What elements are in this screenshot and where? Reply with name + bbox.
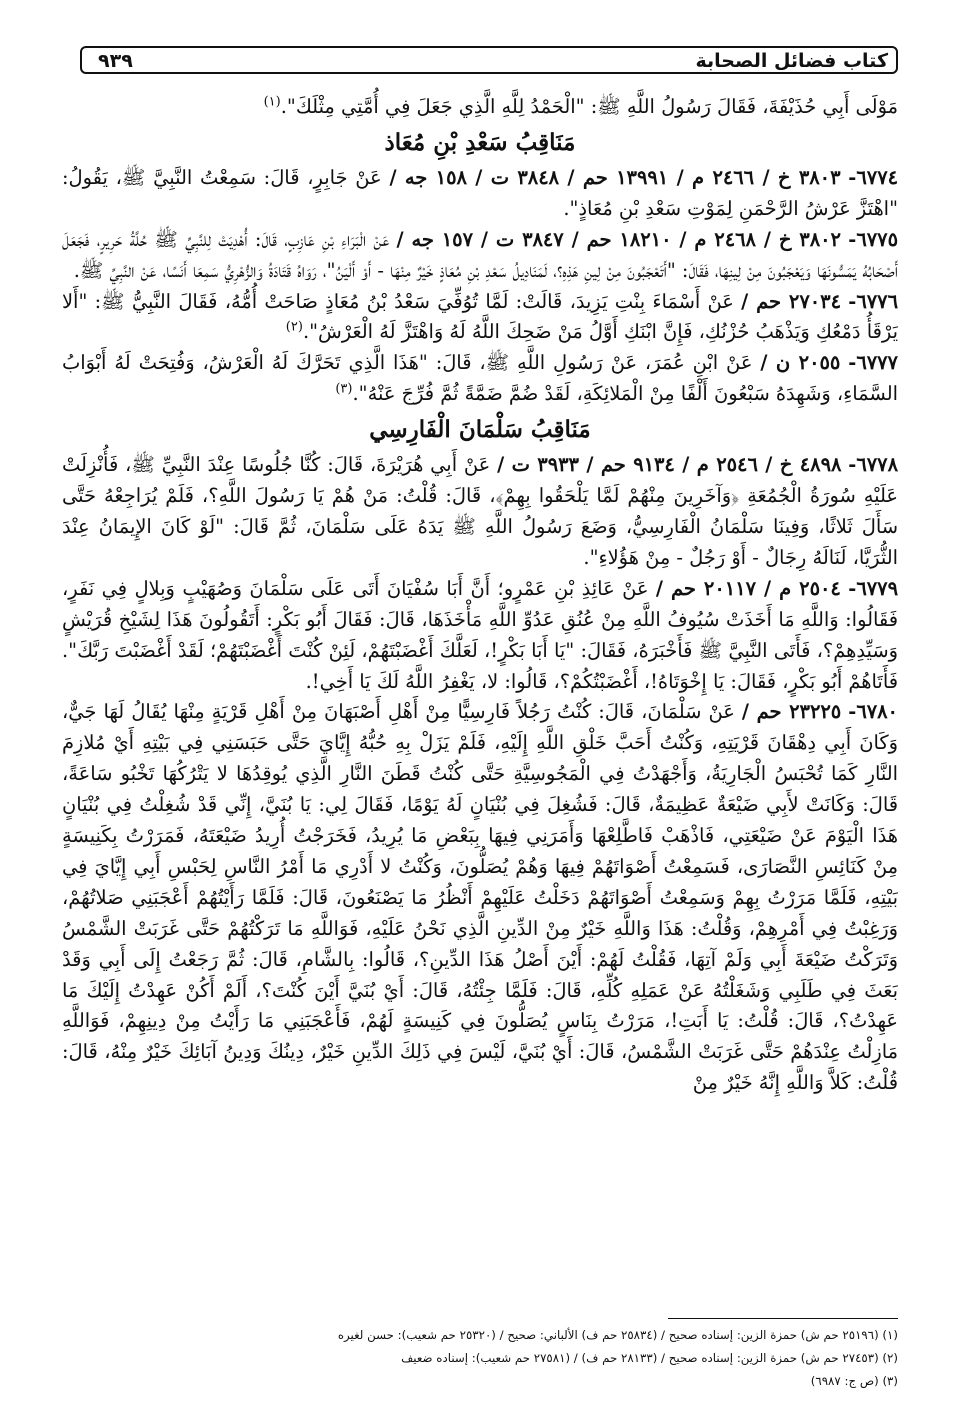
hadith-6774 xyxy=(62,163,898,225)
footnote-marker: (٣) xyxy=(335,381,353,397)
hadith-text: عَنْ عَائِذِ بْنِ عَمْرٍو؛ أَنَّ أَبَا سُفْيَانَ أَتَى عَلَى سَلْمَانَ وَصُهَيْبٍ وَبِلالٍ فِي نَفَرٍ، فَقَالُوا: وَاللَّهِ مَا أَخَذَتْ سُيُوفُ اللَّهِ مِنْ عُنُقِ عَدُوِّ اللَّهِ مَأْخَذَهَا، قَالَ: فَقَالَ أَبُو بَكْرٍ: أَتَقُولُونَ هَذَا لِشَيْخِ قُرَيْشٍ وَسَيِّدِهِمْ؟، فَأَتَى النَّبِيَّ ﷺ فَأَخْبَرَهُ، فَقَالَ: "يَا أَبَا بَكْرٍ!، لَعَلَّكَ أَغْضَبْتَهُمْ، لَئِنْ كُنْتَ أَغْضَبْتَهُمْ؛ لَقَدْ أَغْضَبْتَ رَبَّكَ". فَأَتَاهُمْ أَبُو بَكْرٍ، فَقَالَ: يَا إِخْوَتَاهُ!، أَغْضَبْتُكُمْ؟، قَالُوا: لا، يَغْفِرُ اللَّهُ لَكَ يَا أَخِي!. xyxy=(62,576,898,693)
hadith-6780 xyxy=(62,697,898,1099)
hadith-number: ٦٧٧٧- xyxy=(848,351,898,375)
footnote-2: (٢) (٢٧٤٥٣ حم ش) حمزة الزين: إسناده صحيح / (٢٨١٣٣ حم ف) / (٢٧٥٨١ حم شعيب): إسناده ضعيف xyxy=(401,1351,898,1365)
hadith-number: ٦٧٧٩- xyxy=(848,576,898,600)
hadith-number: ٦٧٧٤- xyxy=(848,165,898,189)
footnote-divider xyxy=(668,1318,898,1319)
footnotes xyxy=(62,1324,898,1393)
intro-line xyxy=(62,84,898,123)
hadith-references: ٢٣٢٢٥ حم / xyxy=(741,700,842,724)
hadith-number: ٦٧٧٦- xyxy=(848,289,898,313)
hadith-6775 xyxy=(62,225,898,287)
hadith-6777 xyxy=(62,348,898,410)
section-title-salman: مَنَاقِبُ سَلْمَانَ الْفَارِسِي xyxy=(369,416,591,444)
hadith-number: ٦٧٧٨- xyxy=(848,453,898,477)
hadith-text: عَنْ أَسْمَاءَ بِنْتِ يَزِيدَ، قَالَتْ: لَمَّا تُوُفِّيَ سَعْدُ بْنُ مُعَاذٍ صَاحَتْ أُمُّهُ، فَقَالَ النَّبِيُّ ﷺ: "أَلا يَرْقَأُ دَمْعُكِ وَيَذْهَبُ حُزْنُكِ، فَإِنَّ ابْنَكِ أَوَّلُ مَنْ ضَحِكَ اللَّهُ لَهُ وَاهْتَزَّ لَهُ الْعَرْشُ". xyxy=(62,289,898,344)
hadith-references: ٢٥٠٤ م / ٢٠١١٧ حم / xyxy=(655,576,841,600)
hadith-6776 xyxy=(62,287,898,349)
footnote-3: (٣) (ص ج: ٦٩٨٧) xyxy=(810,1374,898,1388)
page-header xyxy=(80,46,898,74)
footnote-marker: (٢) xyxy=(285,319,303,335)
book-title: كتاب فضائل الصحابة xyxy=(695,50,888,72)
main-text xyxy=(62,84,898,1304)
footnote-1: (١) (٢٥١٩٦ حم ش) حمزة الزين: إسناده صحيح / (٢٥٨٣٤ حم ف) الألباني: صحيح / (٢٥٣٢٠ حم شعيب): حسن لغيره xyxy=(337,1328,898,1342)
hadith-references: ٣٨٠٣ خ / ٢٤٦٦ م / ١٣٩٩١ حم / ٣٨٤٨ ت / ١٥٨ جه / xyxy=(389,165,841,189)
hadith-references: ٣٨٠٢ خ / ٢٤٦٨ م / ١٨٢١٠ حم / ٣٨٤٧ ت / ١٥٧ جه / xyxy=(396,227,841,251)
hadith-number: ٦٧٨٠- xyxy=(848,700,898,724)
hadith-references: ٤٨٩٨ خ / ٢٥٤٦ م / ٩١٣٤ حم / ٣٩٣٣ ت / xyxy=(497,453,842,477)
hadith-references: ٢٧٠٣٤ حم / xyxy=(741,289,841,313)
hadith-references: ٢٠٥٥ ن / xyxy=(760,351,841,375)
hadith-text: عَنْ جَابِرٍ، قَالَ: سَمِعْتُ النَّبِيَّ ﷺ، يَقُولُ: "اهْتَزَّ عَرْشُ الرَّحْمَنِ لِمَوْتِ سَعْدِ بْنِ مُعَاذٍ". xyxy=(62,165,898,220)
intro-text: مَوْلَى أَبِي حُذَيْفَةَ، فَقَالَ رَسُولُ اللَّهِ ﷺ: "الْحَمْدُ لِلَّهِ الَّذِي جَعَلَ فِي أُمَّتِي مِثْلَكَ". xyxy=(280,95,898,118)
section-title-saad: مَنَاقِبُ سَعْدِ بْنِ مُعَاذ xyxy=(384,128,576,156)
hadith-text: عَنْ سَلْمَانَ، قَالَ: كُنْتُ رَجُلاً فَارِسِيًّا مِنْ أَهْلِ أَصْبَهَانَ مِنْ أَهْلِ قَرْيَةٍ مِنْهَا يُقَالُ لَهَا جَيٌّ، وَكَانَ أَبِي دِهْقَانَ قَرْيَتِهِ، وَكُنْتُ أَحَبَّ خَلْقِ اللَّهِ إِلَيْهِ، فَلَمْ يَزَلْ بِهِ حُبُّهُ إِيَّايَ حَتَّى حَبَسَنِي فِي بَيْتِهِ أَيْ مُلازِمَ النَّارِ كَمَا تُحْبَسُ الْجَارِيَةُ، وَأَجْهَدْتُ فِي الْمَجُوسِيَّةِ حَتَّى كُنْتُ قَطَنَ النَّارِ الَّذِي يُوقِدُهَا لا يَتْرُكُهَا تَخْبُو سَاعَةً، قَالَ: وَكَانَتْ لأَبِي ضَيْعَةٌ عَظِيمَةٌ، قَالَ: فَشُغِلَ فِي بُنْيَانٍ لَهُ يَوْمًا، فَقَالَ لِي: يَا بُنَيَّ، إِنِّي قَدْ شُغِلْتُ فِي بُنْيَانٍ هَذَا الْيَوْمَ عَنْ ضَيْعَتِي، فَاذْهَبْ فَاطَّلِعْهَا وَأَمَرَنِي فِيهَا بِبَعْضِ مَا يُرِيدُ، فَخَرَجْتُ أُرِيدُ ضَيْعَتَهُ، فَمَرَرْتُ بِكَنِيسَةٍ مِنْ كَنَائِسِ النَّصَارَى، فَسَمِعْتُ أَصْوَاتَهُمْ فِيهَا وَهُمْ يُصَلُّونَ، وَكُنْتُ لا أَدْرِي مَا أَمْرُ النَّاسِ لِحَبْسِ أَبِي إِيَّايَ فِي بَيْتِهِ، فَلَمَّا مَرَرْتُ بِهِمْ وَسَمِعْتُ أَصْوَاتَهُمْ دَخَلْتُ عَلَيْهِمْ أَنْظُرُ مَا يَصْنَعُونَ، قَالَ: فَلَمَّا رَأَيْتُهُمْ أَعْجَبَنِي صَلاتُهُمْ، وَرَغِبْتُ فِي أَمْرِهِمْ، وَقُلْتُ: هَذَا وَاللَّهِ خَيْرٌ مِنْ الدِّينِ الَّذِي نَحْنُ عَلَيْهِ، فَوَاللَّهِ مَا تَرَكْتُهُمْ حَتَّى غَرَبَتْ الشَّمْسُ وَتَرَكْتُ ضَيْعَةَ أَبِي وَلَمْ آتِهَا، فَقُلْتُ لَهُمْ: أَيْنَ أَصْلُ هَذَا الدِّينِ؟، قَالُوا: بِالشَّامِ، قَالَ: ثُمَّ رَجَعْتُ إِلَى أَبِي وَقَدْ بَعَثَ فِي طَلَبِي وَشَغَلْتُهُ عَنْ عَمَلِهِ كُلِّهِ، قَالَ: فَلَمَّا جِئْتُهُ، قَالَ: أَيْ بُنَيَّ أَيْنَ كُنْتَ؟، أَلَمْ أَكُنْ عَهِدْتُ إِلَيْكَ مَا عَهِدْتُ؟، قَالَ: قُلْتُ: يَا أَبَتِ!، مَرَرْتُ بِنَاسٍ يُصَلُّونَ فِي كَنِيسَةٍ لَهُمْ، فَأَعْجَبَنِي مَا رَأَيْتُ مِنْ دِينِهِمْ، فَوَاللَّهِ مَازِلْتُ عِنْدَهُمْ حَتَّى غَرَبَتْ الشَّمْسُ، قَالَ: أَيْ بُنَيَّ، لَيْسَ فِي ذَلِكَ الدِّينِ خَيْرٌ، دِينُكَ وَدِينُ آبَائِكَ خَيْرٌ مِنْهُ، قَالَ: قُلْتُ: كَلاَّ وَاللَّهِ إِنَّهُ خَيْرٌ مِنْ xyxy=(62,700,898,1095)
hadith-6778 xyxy=(62,450,898,574)
hadith-text: عَنْ أَبِي هُرَيْرَةَ، قَالَ: كُنَّا جُلُوسًا عِنْدَ النَّبِيِّ ﷺ، فَأُنْزِلَتْ عَلَيْهِ سُورَةُ الْجُمُعَةِ ﴿وَآخَرِينَ مِنْهُمْ لَمَّا يَلْحَقُوا بِهِمْ﴾، قَالَ: قُلْتُ: مَنْ هُمْ يَا رَسُولَ اللَّهِ؟، فَلَمْ يُرَاجِعْهُ حَتَّى سَأَلَ ثَلاثًا، وَفِينَا سَلْمَانُ الْفَارِسِيُّ، وَضَعَ رَسُولُ اللَّهِ ﷺ يَدَهُ عَلَى سَلْمَانَ، ثُمَّ قَالَ: "لَوْ كَانَ الإِيمَانُ عِنْدَ الثُّرَيَّا، لَنَالَهُ رِجَالٌ - أَوْ رَجُلٌ - مِنْ هَؤُلاءِ". xyxy=(62,453,898,569)
footnote-marker: (١) xyxy=(263,94,281,110)
page-number: ٩٣٩ xyxy=(98,50,133,72)
hadith-text: عَنْ الْبَرَاءِ بْنِ عَازِبٍ، قَالَ: أُهْدِيَتْ لِلنَّبِيِّ ﷺ حُلَّةُ حَرِيرٍ، فَجَعَلَ أَصْحَابُهُ يَمَسُّونَهَا وَيَعْجَبُونَ مِنْ لِينِهَا، فَقَالَ: "أَتَعْجَبُونَ مِنْ لِينِ هَذِهِ؟، لَمَنَادِيلُ سَعْدِ بْنِ مُعَاذٍ خَيْرٌ مِنْهَا - أَوْ أَلْيَنُ"، رَوَاهُ قَتَادَةُ وَالزُّهْرِيُّ سَمِعَا أَنَسًا، عَنْ النَّبِيِّ ﷺ. xyxy=(62,227,898,282)
hadith-number: ٦٧٧٥- xyxy=(848,227,898,251)
hadith-6779 xyxy=(62,574,898,698)
hadith-text: عَنْ ابْنِ عُمَرَ، عَنْ رَسُولِ اللَّهِ ﷺ، قَالَ: "هَذَا الَّذِي تَحَرَّكَ لَهُ الْعَرْشُ، وَفُتِحَتْ لَهُ أَبْوَابُ السَّمَاءِ، وَشَهِدَهُ سَبْعُونَ أَلْفًا مِنْ الْمَلائِكَةِ، لَقَدْ ضُمَّ ضَمَّةً ثُمَّ فُرِّجَ عَنْهُ". xyxy=(62,351,898,406)
